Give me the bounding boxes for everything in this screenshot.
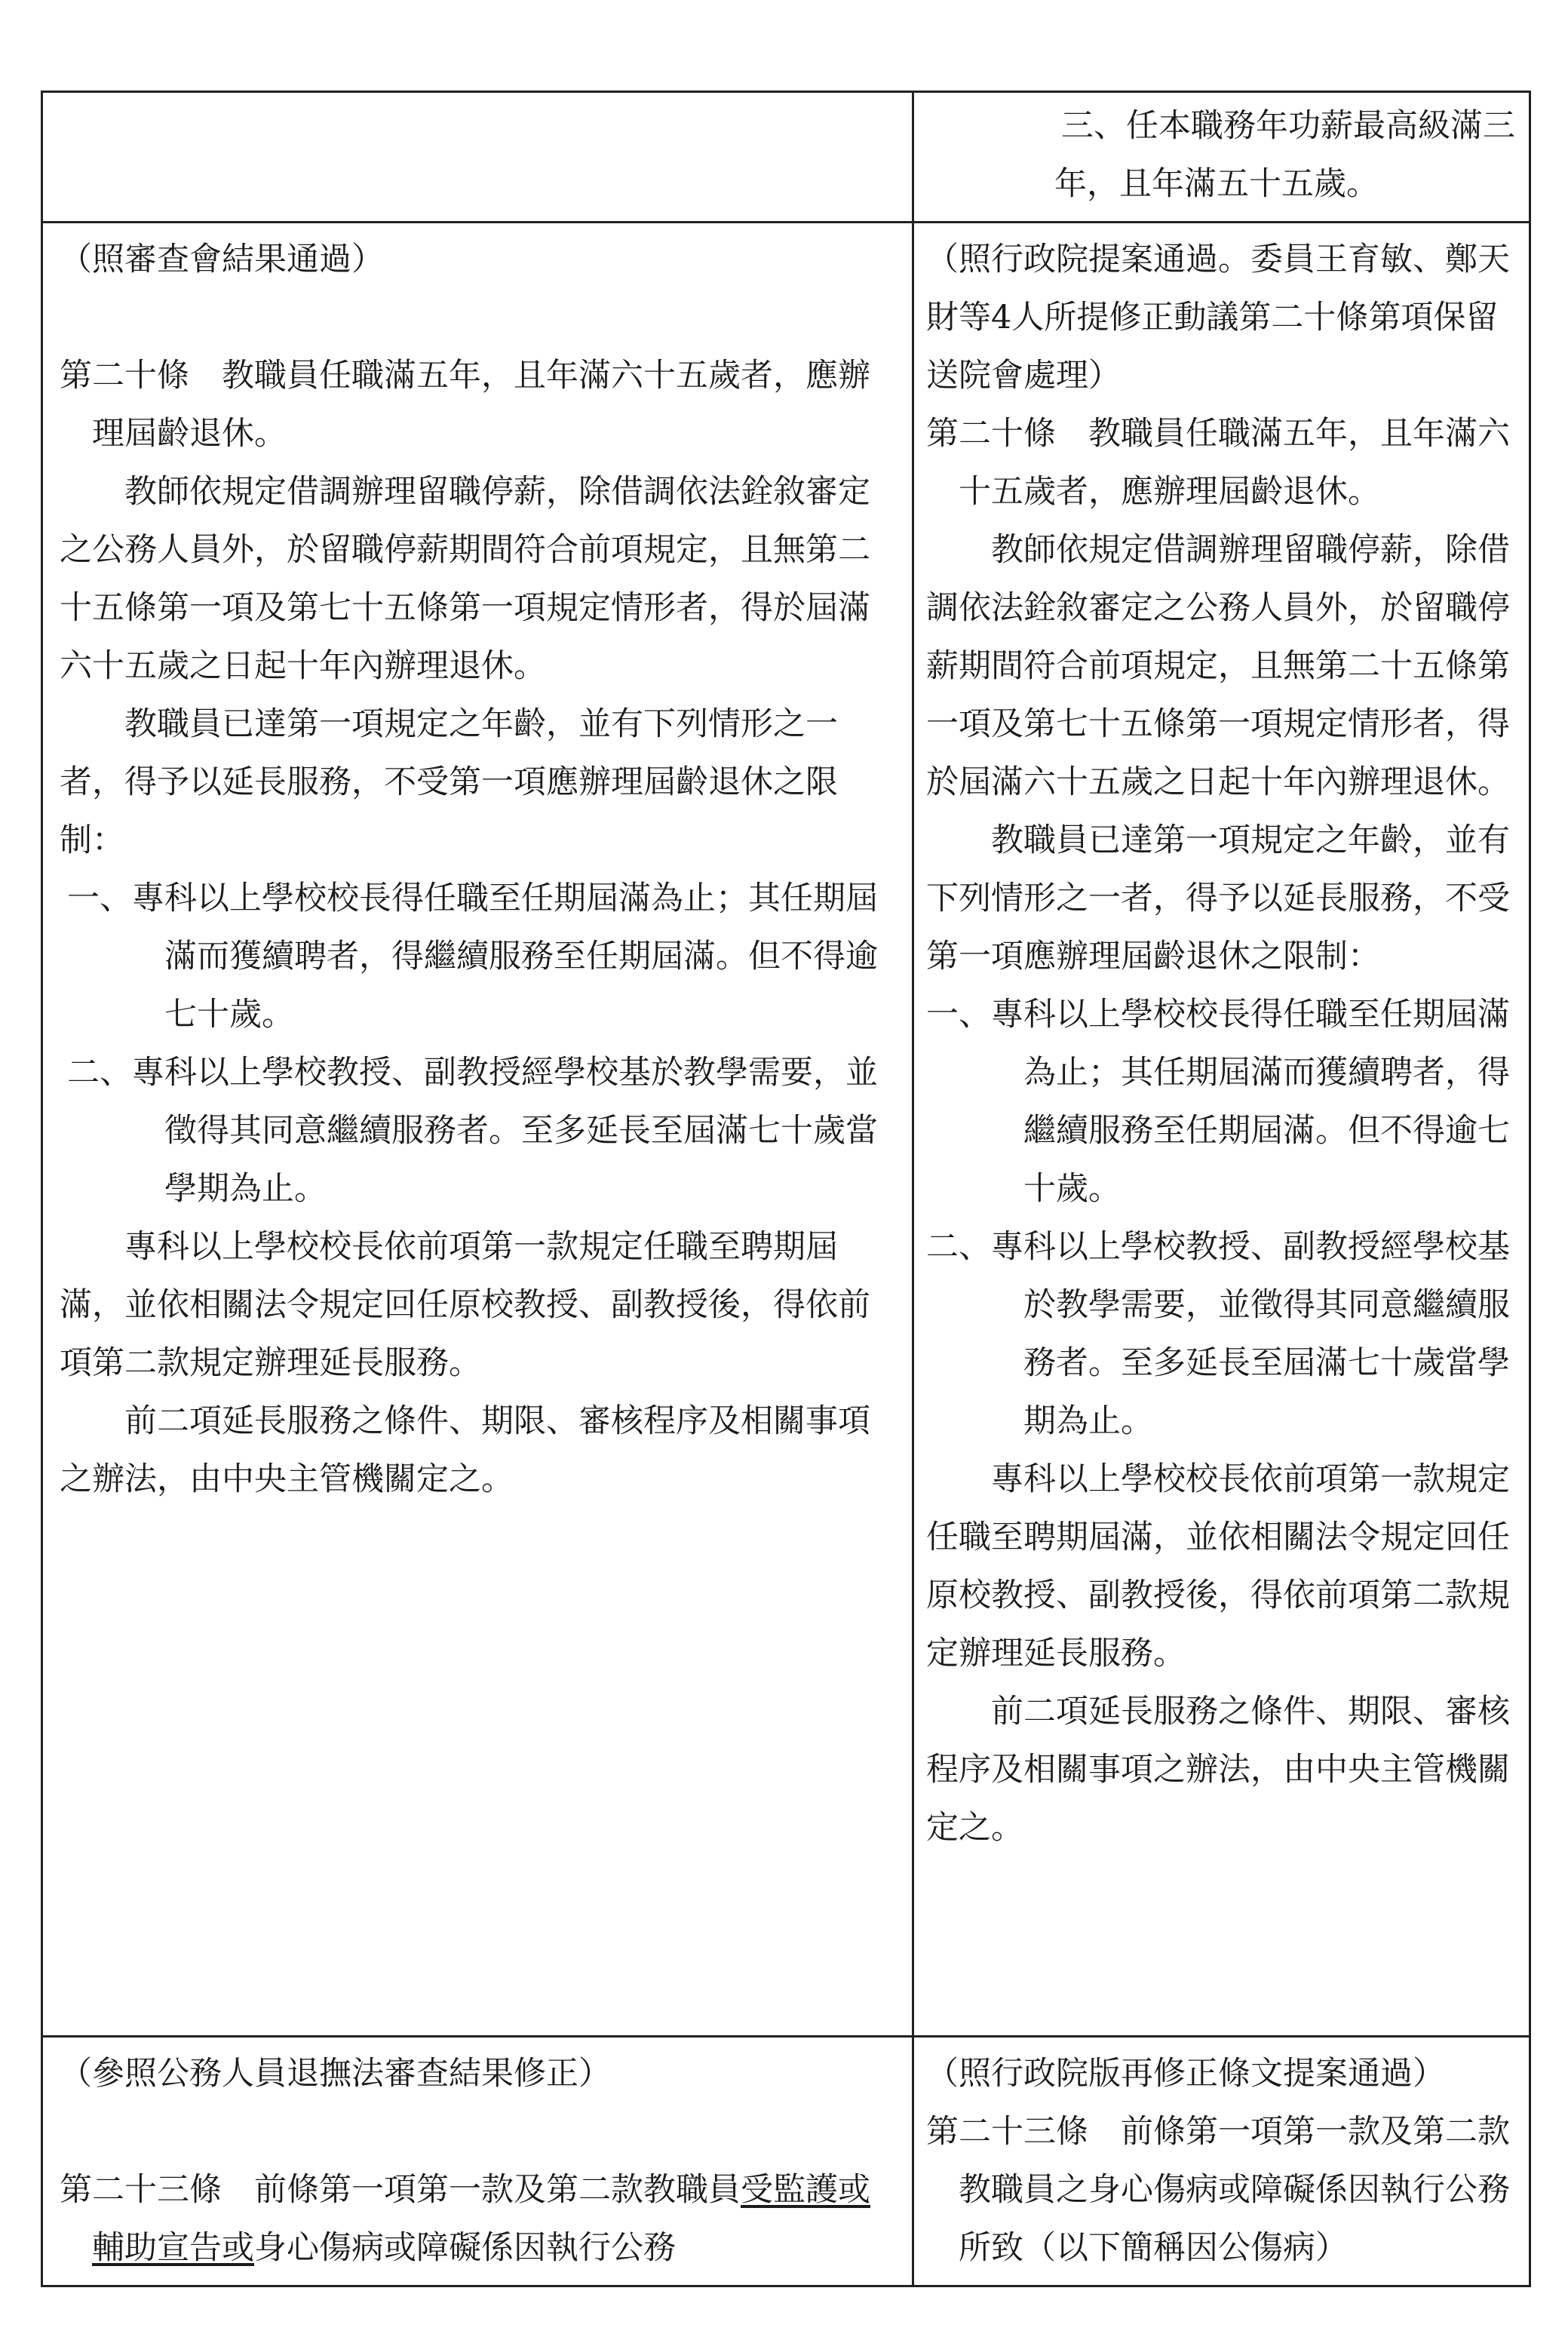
- paragraph-2: 教師依規定借調辦理留職停薪，除借調依法銓敘審定之公務人員外，於留職停薪期間符合前項規定，且無第二十五條第一項及第七十五條第一項規定情形者，得於屆滿六十五歲之日起十年內辦理退休。: [926, 531, 1510, 801]
- review-note: （參照公務人員退撫法審查結果修正）: [60, 2055, 611, 2093]
- paragraph-4: 專科以上學校校長依前項第一款規定任職至聘期屆滿，並依相關法令規定回任原校教授、副教授後，得依前項第二款規定辦理延長服務。: [60, 1228, 870, 1382]
- comparison-table: [41, 91, 1531, 2287]
- paragraph-4: 專科以上學校校長依前項第一款規定任職至聘期屆滿，並依相關法令規定回任原校教授、副教授後，得依前項第二款規定辦理延長服務。: [926, 1460, 1510, 1672]
- right-cell: [913, 2037, 1530, 2286]
- article-20: 第二十條 教職員任職滿五年，且年滿六十五歲者，應辦理屆齡退休。: [60, 357, 870, 453]
- list-item-2: 二、專科以上學校教授、副教授經學校基於教學需要，並徵得其同意繼續服務者。至多延長至屆滿七十歲當學期為止。: [67, 1054, 878, 1208]
- spacer: [60, 2103, 894, 2161]
- text-line: 三、任本職務年功薪最高級滿三: [1061, 107, 1515, 145]
- paragraph-5: 前二項延長服務之條件、期限、審核程序及相關事項之辦法，由中央主管機關定之。: [926, 1693, 1510, 1847]
- article-20: 第二十條 教職員任職滿五年，且年滿六十五歲者，應辦理屆齡退休。: [926, 415, 1510, 511]
- left-cell-empty: [42, 92, 913, 223]
- right-cell: [913, 223, 1530, 2037]
- text-line: 年，且年滿五十五歲。: [1054, 165, 1379, 203]
- list-item-1: 一、專科以上學校校長得任職至任期屆滿為止；其任期屆滿而獲續聘者，得繼續服務至任期屆滿。但不得逾七十歲。: [67, 880, 878, 1033]
- paragraph-3: 教職員已達第一項規定之年齡，並有下列情形之一者，得予以延長服務，不受第一項應辦理屆齡退休之限制：: [926, 821, 1510, 975]
- table-row: [42, 92, 1530, 223]
- article-23: [60, 2161, 894, 2277]
- review-note: （照行政院版再修正條文提案通過）: [926, 2055, 1445, 2093]
- spacer: [60, 289, 894, 347]
- review-note: （照行政院提案通過。委員王育敏、鄭天財等4人所提修正動議第二十條第項保留送院會處理）: [926, 241, 1510, 395]
- list-item-1: 一、專科以上學校校長得任職至任期屆滿為止；其任期屆滿而獲續聘者，得繼續服務至任期屆滿。但不得逾七十歲。: [926, 996, 1510, 1208]
- article-text: 第二十三條 前條第一項第一款及第二款教職員: [60, 2171, 741, 2209]
- table-row: [42, 2037, 1530, 2286]
- right-cell: [913, 92, 1530, 223]
- paragraph-5: 前二項延長服務之條件、期限、審核程序及相關事項之辦法，由中央主管機關定之。: [60, 1402, 870, 1498]
- left-cell: [42, 2037, 913, 2286]
- amended-text: 受監護或輔助宣告或: [92, 2171, 870, 2267]
- table-row: [42, 223, 1530, 2037]
- paragraph-3: 教職員已達第一項規定之年齡，並有下列情形之一者，得予以延長服務，不受第一項應辦理屆齡退休之限制：: [60, 705, 838, 859]
- article-23: 第二十三條 前條第一項第一款及第二款教職員之身心傷病或障礙係因執行公務所致（以下簡稱因公傷病）: [926, 2113, 1510, 2267]
- paragraph-2: 教師依規定借調辦理留職停薪，除借調依法銓敘審定之公務人員外，於留職停薪期間符合前項規定，且無第二十五條第一項及第七十五條第一項規定情形者，得於屆滿六十五歲之日起十年內辦理退休。: [60, 473, 870, 685]
- left-cell: [42, 223, 913, 2037]
- list-item-2: 二、專科以上學校教授、副教授經學校基於教學需要，並徵得其同意繼續服務者。至多延長至屆滿七十歲當學期為止。: [926, 1228, 1510, 1440]
- review-note: （照審查會結果通過）: [60, 241, 384, 278]
- article-text: 身心傷病或障礙係因執行公務: [254, 2229, 676, 2267]
